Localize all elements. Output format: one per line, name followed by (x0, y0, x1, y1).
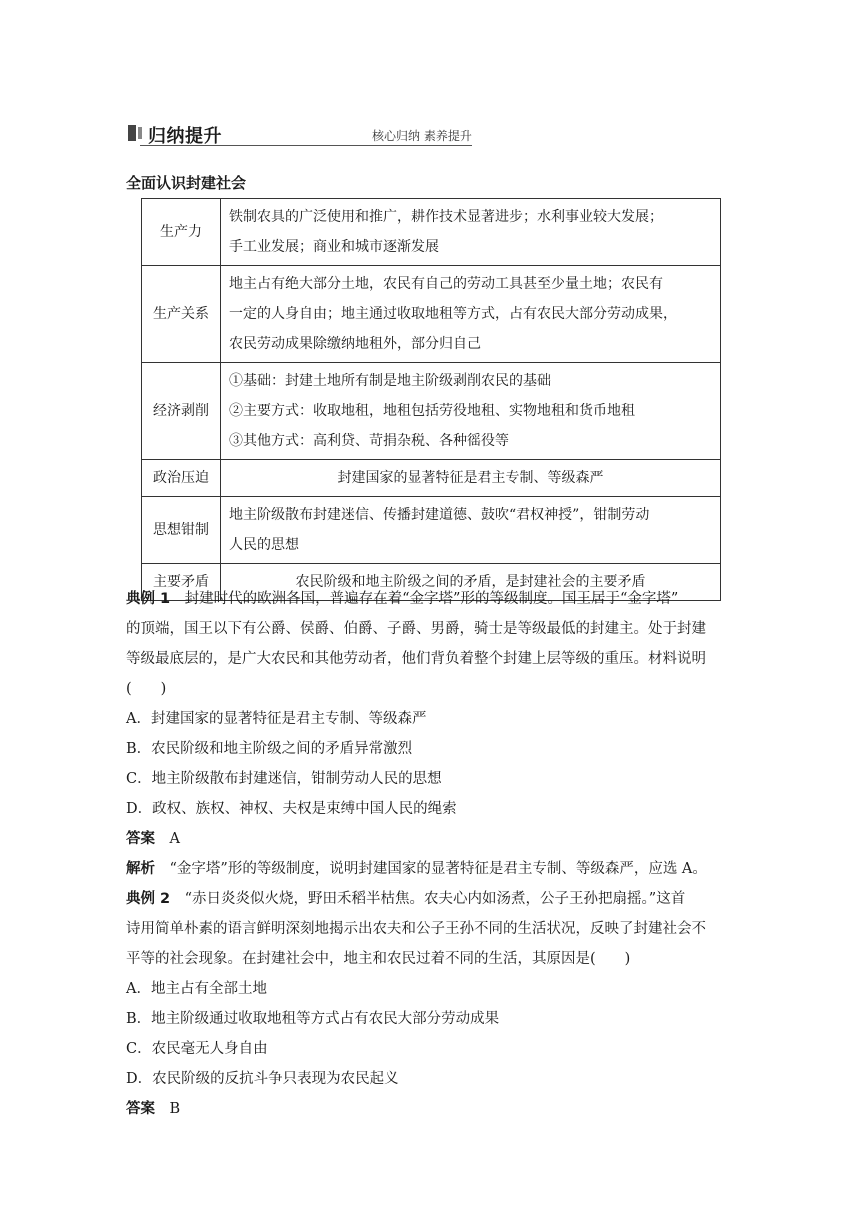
row-content (221, 199, 721, 266)
example1-line: 的顶端，国王以下有公爵、侯爵、伯爵、子爵、男爵，骑士是等级最低的封建主。处于封建 (126, 621, 706, 637)
example1-option: A．封建国家的显著特征是君主专制、等级森严 (126, 711, 427, 727)
row-content-line: 人民的思想 (229, 537, 299, 553)
example2-answer (126, 1094, 180, 1124)
row-content (221, 266, 721, 363)
row-content-line: 农民阶级和地主阶级之间的矛盾，是封建社会的主要矛盾 (295, 574, 646, 590)
header-marker-accent (138, 127, 142, 139)
row-content-line: 一定的人身自由；地主通过收取地租等方式，占有农民大部分劳动成果， (229, 306, 677, 322)
header-marker-icon (128, 125, 136, 141)
example1-line: ( ) (126, 681, 167, 697)
example1-analysis (126, 854, 707, 884)
example2-option: D．农民阶级的反抗斗争只表现为农民起义 (126, 1071, 399, 1087)
example1-label: 典例 1 (126, 591, 171, 607)
row-content-line: 铁制农具的广泛使用和推广，耕作技术显著进步；水利事业较大发展； (229, 209, 663, 225)
example1-option: B．农民阶级和地主阶级之间的矛盾异常激烈 (126, 741, 413, 757)
table-row (142, 266, 721, 363)
example2-option: C．农民毫无人身自由 (126, 1041, 268, 1057)
example2-question (126, 884, 736, 974)
row-content (221, 460, 721, 497)
table-row (142, 363, 721, 460)
example1-answer (126, 824, 180, 854)
row-content-line: 地主占有绝大部分土地，农民有自己的劳动工具甚至少量土地；农民有 (229, 276, 663, 292)
row-content (221, 363, 721, 460)
example2-option: A．地主占有全部土地 (126, 981, 267, 997)
example2-line: “赤日炎炎似火烧，野田禾稻半枯焦。农夫心内如汤煮，公子王孙把扇摇。”这首 (184, 891, 686, 907)
summary-table (141, 198, 721, 601)
row-content-line: 手工业发展；商业和城市逐渐发展 (229, 239, 439, 255)
row-content-line: 地主阶级散布封建迷信、传播封建道德、鼓吹“君权神授”，钳制劳动 (229, 507, 650, 523)
row-content-line: ①基础：封建土地所有制是地主阶级剥削农民的基础 (229, 373, 551, 389)
answer-label: 答案 (126, 831, 155, 847)
row-content-line: ③其他方式：高利贷、苛捐杂税、各种徭役等 (229, 433, 509, 449)
header-title: 归纳提升 (148, 126, 222, 147)
row-heading: 经济剥削 (142, 363, 221, 460)
row-content-line: 农民劳动成果除缴纳地租外，部分归自己 (229, 336, 481, 352)
header-rule (140, 145, 472, 146)
header-subtitle: 核心归纳 素养提升 (372, 129, 472, 143)
analysis-label: 解析 (126, 861, 155, 877)
row-heading: 生产力 (142, 199, 221, 266)
row-heading: 主要矛盾 (142, 564, 221, 601)
row-heading: 政治压迫 (142, 460, 221, 497)
row-heading: 思想钳制 (142, 497, 221, 564)
example2-line: 平等的社会现象。在封建社会中，地主和农民过着不同的生活，其原因是( ) (126, 951, 631, 967)
section-title: 全面认识封建社会 (126, 174, 247, 192)
answer-value: B (169, 1101, 181, 1117)
example1-question (126, 584, 736, 704)
example2-option: B．地主阶级通过收取地租等方式占有农民大部分劳动成果 (126, 1011, 500, 1027)
section-header (126, 122, 472, 146)
table-row (142, 460, 721, 497)
example1-line: 等级最底层的，是广大农民和其他劳动者，他们背负着整个封建上层等级的重压。材料说明 (126, 651, 706, 667)
example1-option: C．地主阶级散布封建迷信，钳制劳动人民的思想 (126, 771, 442, 787)
analysis-text: “金字塔”形的等级制度，说明封建国家的显著特征是君主专制、等级森严，应选 A。 (169, 861, 707, 877)
example1-option: D．政权、族权、神权、夫权是束缚中国人民的绳索 (126, 801, 457, 817)
row-content-line: 封建国家的显著特征是君主专制、等级森严 (337, 470, 604, 486)
table-row (142, 199, 721, 266)
row-content-line: ②主要方式：收取地租，地租包括劳役地租、实物地租和货币地租 (229, 403, 635, 419)
row-content (221, 497, 721, 564)
answer-value: A (169, 831, 180, 847)
example2-label: 典例 2 (126, 891, 171, 907)
answer-label: 答案 (126, 1101, 155, 1117)
table-row (142, 497, 721, 564)
example2-line: 诗用简单朴素的语言鲜明深刻地揭示出农夫和公子王孙不同的生活状况，反映了封建社会不 (126, 921, 706, 937)
example1-line: 封建时代的欧洲各国，普遍存在着“金字塔”形的等级制度。国王居于“金字塔” (184, 591, 679, 607)
row-heading: 生产关系 (142, 266, 221, 363)
